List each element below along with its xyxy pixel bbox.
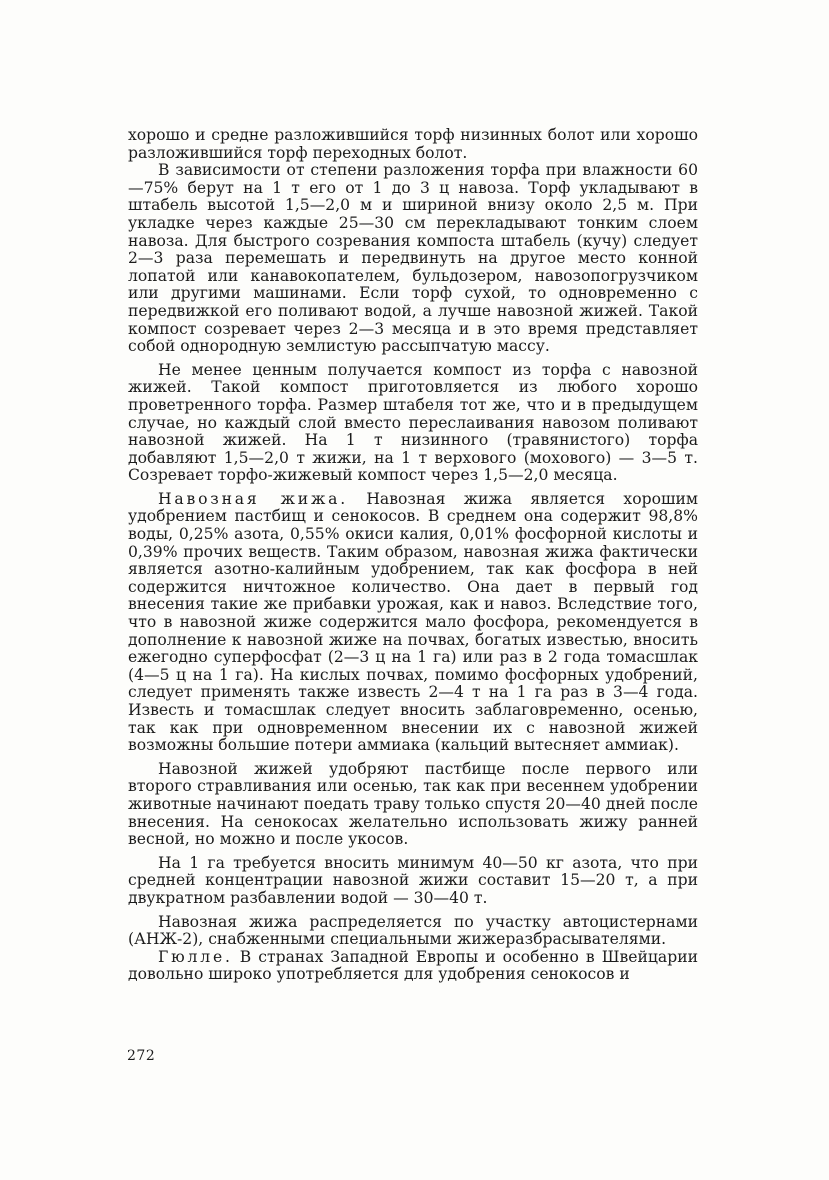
section-lead-gulle: Гюлле. <box>158 947 233 966</box>
paragraph-continuation <box>128 127 698 162</box>
paragraph-text: Навозной жижей удобряют пастбище после первого или второго стравливания или осенью, так как при весеннем удобрении животные начинают поедать траву только спустя 20—40 дней после внесения. На сенокосах желательно использовать жижу ранней весной, но можно и после укосов. <box>128 759 698 849</box>
paragraph-gulle <box>128 949 698 984</box>
page-number: 272 <box>127 1048 156 1064</box>
paragraph-text: Навозная жижа распределяется по участку автоцистернами (АНЖ-2), снабженными специальными жижеразбрасывателями. <box>128 912 698 949</box>
paragraph-pasture-application <box>128 761 698 849</box>
paragraph-text: В странах Западной Европы и особенно в Швейцарии довольно широко употребляется для удобрения сенокосов и <box>128 947 698 984</box>
paragraph-nitrogen-rate <box>128 855 698 908</box>
paragraph-text: На 1 га требуется вносить минимум 40—50 кг азота, что при средней концентрации навозной жижи составит 15—20 т, а при двукратном разбавлении водой — 30—40 т. <box>128 853 698 907</box>
paragraph-slurry-compost <box>128 362 698 485</box>
paragraph-text: хорошо и средне разложившийся торф низинных болот или хорошо разложившийся торф переходных болот. <box>128 126 698 162</box>
paragraph-compost-ratio <box>128 162 698 356</box>
paragraph-text: В зависимости от степени разложения торфа при влажности 60—75% берут на 1 т его от 1 до 3 ц навоза. Торф укладывают в штабель высотой 1,5—2,0 м и шириной внизу около 2,5 м. При укладке через каждые 25—30 см перекладывают тонким слоем навоза. Для быстрого созревания компоста штабель (кучу) следует 2—3 раза перемешать и передвинуть на другое место конной лопатой или канавокопателем, бульдозером, навозопогрузчиком или другими машинами. Если торф сухой, то одновременно с передвижкой его поливают водой, а лучше навозной жижей. Такой компост созревает через 2—3 месяца и в это время представляет собой однородную землистую рассыпчатую массу. <box>128 161 698 356</box>
paragraph-distribution <box>128 914 698 949</box>
page-body-text <box>128 127 698 984</box>
paragraph-text: Не менее ценным получается компост из торфа с навозной жижей. Такой компост приготовляется из любого хорошо проветренного торфа. Размер штабеля тот же, что и в предыдущем случае, но каждый слой вместо переслаивания навозом поливают навозной жижей. На 1 т низинного (травянистого) торфа добавляют 1,5—2,0 т жижи, на 1 т верхового (мохового) — 3—5 т. Созревает торфо-жижевый компост через 1,5—2,0 месяца. <box>128 360 698 485</box>
paragraph-manure-slurry <box>128 491 698 755</box>
section-lead-manure-slurry: Навозная жижа. <box>158 489 349 508</box>
paragraph-text: Навозная жижа является хорошим удобрением пастбищ и сенокосов. В среднем она содержит 98,8% воды, 0,25% азота, 0,55% окиси калия, 0,01% фосфорной кислоты и 0,39% прочих веществ. Таким образом, навозная жижа фактически является азотно-калийным удобрением, так как фосфора в ней содержится ничтожное количество. Она дает в первый год внесения такие же прибавки урожая, как и навоз. Вследствие того, что в навозной жиже содержится мало фосфора, рекомендуется в дополнение к навозной жиже на почвах, богатых известью, вносить ежегодно суперфосфат (2—3 ц на 1 га) или раз в 2 года томасшлак (4—5 ц на 1 га). На кислых почвах, помимо фосфорных удобрений, следует применять также известь 2—4 т на 1 га раз в 3—4 года. Известь и томасшлак следует вносить заблаговременно, осенью, так как при одновременном внесении их с навозной жижей возможны большие потери аммиака (кальций вытесняет аммиак). <box>128 489 698 755</box>
